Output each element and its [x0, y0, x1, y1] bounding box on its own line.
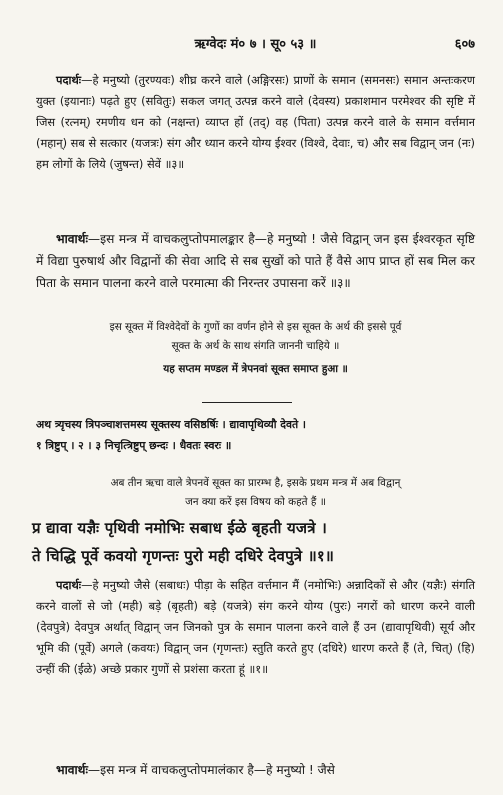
- bhavartha-paragraph-3: [36, 228, 475, 294]
- running-title: ऋग्वेदः मं० ७ । सू० ५३ ॥: [194, 37, 317, 52]
- bhavartha-text: —इस मन्त्र में वाचकलुप्तोपमालंकार है—हे मनुष्यो ! जैसे: [87, 763, 335, 777]
- mantra-line-1: प्र द्यावा यज्ञैः पृथिवी नमोभिः सबाध ईळे बृहती यजत्रे ।: [32, 519, 328, 537]
- padartha-text: —हे मनुष्यो (तुरण्यवः) शीघ्र करने वाले (अङ्गिरसः) प्राणों के समान (समनसः) समान अन्तःकरण युक्त (इयानाः) पढ़ते हुए (सवितुः) सकल जगत् उत्पन्न करने वाले (देवस्य) प्रकाशमान परमेश्वर की सृष्टि में जिस (रत्नम्) रमणीय धन को (नक्षन्त) व्याप्त हों (तद्) वह (पिता) उत्पन्न करने वाले के समान वर्त्तमान (महान्) सब से सत्कार (यजत्रः) संग और ध्यान करने योग्य ईश्वर (विश्वे, देवाः, च) और सब विद्वान् जन (नः) हम लोगों के लिये (जुषन्त) सेवें ॥३॥: [36, 73, 475, 171]
- bhavartha-label: भावार्थः: [56, 232, 88, 246]
- bhavartha-label: भावार्थः: [56, 763, 88, 777]
- intro-line-2: जन क्या करें इस विषय को कहते हैं ॥: [185, 496, 326, 508]
- padartha-text: —हे मनुष्यो जैसे (सबाधः) पीड़ा के सहित वर्त्तमान मैं (नमोभिः) अन्नादिकों से और (यज्ञैः) संगति करने वालों से जो (मही) बड़े (बृहती) बड़े (यजत्रे) संग करने योग्य (पुरः) नगरों को धारण करने वाली (देवपुत्रे) देवपुत्र अर्थात् विद्वान् जन जिनको पुत्र के समान पालना करने वाले हैं उन (द्यावापृथिवी) सूर्य और भूमि की (पूर्वे) अगले (कवयः) विद्वान् जन (गृणन्तः) स्तुति करते हुए (दधिरे) धारण करते हैं (ते, चित्) (हि) उन्हीं की (ईळे) अच्छे प्रकार गुणों से प्रशंसा करता हूं ॥१॥: [36, 578, 475, 676]
- intro-line-1: अब तीन ऋचा वाले त्रेपनवें सूक्त का प्रारम्भ है, इसके प्रथम मन्त्र में अब विद्वान्: [110, 477, 401, 489]
- sukta-end-line: यह सप्तम मण्डल में त्रेपनवां सूक्त समाप्त हुआ ॥: [163, 363, 348, 375]
- page-header: [36, 34, 475, 54]
- padartha-label: पदार्थः: [56, 73, 82, 87]
- mantra-line-2: ते चिद्धि पूर्वे कवयो गृणन्तः पुरो मही दधिरे देवपुत्रे ॥१॥: [32, 547, 335, 565]
- sukta-intro: [36, 474, 475, 512]
- section-divider: [202, 402, 292, 403]
- sukta-metadata: [36, 414, 475, 456]
- meta-line-2: १ त्रिष्टुप् । २ । ३ निचृत्त्रिष्टुप् छन्दः । धैवतः स्वरः ॥: [36, 439, 232, 452]
- padartha-label: पदार्थः: [56, 578, 82, 592]
- meta-line-1: अथ त्र्यृचस्य त्रिपञ्चाशत्तमस्य सूक्तस्य वसिष्ठर्षिः । द्यावापृथिव्यौ देवते ।: [36, 418, 307, 431]
- page-number: ६०७: [454, 37, 475, 52]
- mantra-verse: [32, 514, 479, 570]
- bhavartha-text: —इस मन्त्र में वाचकलुप्तोपमालङ्कार है—हे मनुष्यो ! जैसे विद्वान् जन इस ईश्वरकृत सृष्टि में विद्या पुरुषार्थ और विद्वानों की सेवा आदि से सब सुखों को पाते हैं वैसे आप प्राप्त हों सब मिल कर पिता के समान पालना करने वाले परमात्मा की निरन्तर उपासना करें ॥३॥: [36, 232, 475, 290]
- summary-line-2: सूक्त के अर्थ के साथ संगति जाननी चाहिये ॥: [171, 340, 340, 352]
- bhavartha-paragraph-1: [36, 760, 475, 781]
- summary-line-1: इस सूक्त में विश्वेदेवों के गुणों का वर्णन होने से इस सूक्त के अर्थ की इससे पूर्व: [109, 321, 402, 333]
- padartha-paragraph-3: [36, 70, 475, 175]
- padartha-paragraph-1: [36, 575, 475, 680]
- sukta-summary: [36, 318, 475, 379]
